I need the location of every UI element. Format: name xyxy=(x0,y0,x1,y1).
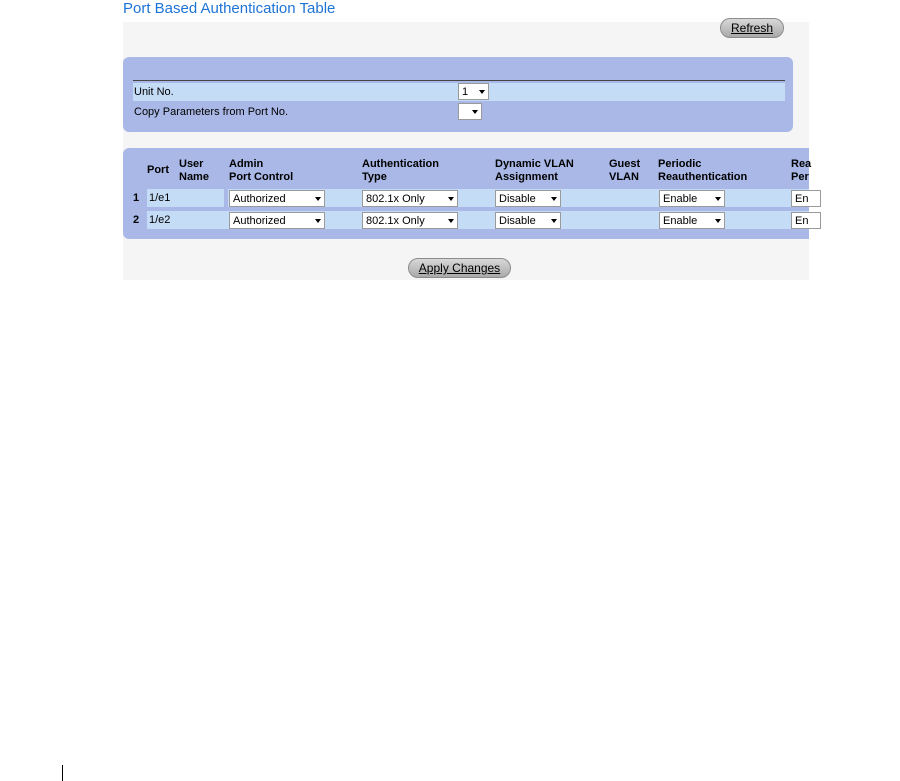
chevron-down-icon xyxy=(715,219,721,223)
auth-type-value: 802.1x Only xyxy=(366,214,425,227)
col-header-auth-1: Authentication xyxy=(362,158,439,170)
reauth-period-select[interactable] xyxy=(791,212,821,229)
unit-label: Unit No. xyxy=(134,86,174,98)
unit-panel xyxy=(123,57,793,132)
col-header-reauth-1: Rea xyxy=(791,158,812,170)
dynamic-vlan-value: Disable xyxy=(499,192,536,205)
chevron-down-icon xyxy=(479,90,485,94)
col-header-admin-1: Admin xyxy=(229,158,264,170)
chevron-down-icon xyxy=(448,197,454,201)
col-header-auth-2: Type xyxy=(362,171,387,183)
admin-port-control-value: Authorized xyxy=(233,214,286,227)
chevron-down-icon xyxy=(315,219,321,223)
auth-type-value: 802.1x Only xyxy=(366,192,425,205)
periodic-reauth-value: Enable xyxy=(663,214,698,227)
reauth-period-value: En xyxy=(795,214,809,227)
chevron-down-icon xyxy=(551,219,557,223)
dynamic-vlan-value: Disable xyxy=(499,214,536,227)
dynamic-vlan-select[interactable] xyxy=(495,190,561,207)
chevron-down-icon xyxy=(551,197,557,201)
auth-type-select[interactable] xyxy=(362,190,458,207)
chevron-down-icon xyxy=(315,197,321,201)
copy-port-select[interactable] xyxy=(458,103,482,120)
col-header-user-name-1: User xyxy=(179,158,204,170)
col-header-guest-2: VLAN xyxy=(609,171,639,183)
divider xyxy=(133,80,785,81)
col-header-guest-1: Guest xyxy=(609,158,641,170)
admin-port-control-value: Authorized xyxy=(233,192,286,205)
port-cell: 1/e2 xyxy=(149,214,171,226)
page-title: Port Based Authentication Table xyxy=(123,0,336,17)
dynamic-vlan-select[interactable] xyxy=(495,212,561,229)
col-header-periodic-1: Periodic xyxy=(658,158,702,170)
col-header-user-name-2: Name xyxy=(179,171,209,183)
chevron-down-icon xyxy=(472,110,478,114)
margin-line xyxy=(62,765,63,781)
cell-gap xyxy=(224,189,228,207)
admin-port-control-select[interactable] xyxy=(229,190,325,207)
refresh-button[interactable]: Refresh xyxy=(720,18,784,38)
periodic-reauth-select[interactable] xyxy=(659,212,725,229)
unit-select[interactable] xyxy=(458,83,489,100)
copy-params-label: Copy Parameters from Port No. xyxy=(134,106,289,118)
port-cell: 1/e1 xyxy=(149,192,171,204)
admin-port-control-select[interactable] xyxy=(229,212,325,229)
col-header-dvlan-1: Dynamic VLAN xyxy=(495,158,574,170)
col-header-dvlan-2: Assignment xyxy=(495,171,558,183)
col-header-periodic-2: Reauthentication xyxy=(658,171,748,183)
reauth-period-select[interactable] xyxy=(791,190,821,207)
row-index: 2 xyxy=(133,214,140,226)
col-header-port: Port xyxy=(147,164,169,176)
auth-type-select[interactable] xyxy=(362,212,458,229)
col-header-reauth-2: Per xyxy=(791,171,809,183)
chevron-down-icon xyxy=(448,219,454,223)
auth-table xyxy=(123,148,812,239)
reauth-period-value: En xyxy=(795,192,809,205)
unit-select-value: 1 xyxy=(462,85,469,98)
row-index: 1 xyxy=(133,192,140,204)
periodic-reauth-value: Enable xyxy=(663,192,698,205)
unit-row xyxy=(133,83,785,101)
apply-changes-button[interactable]: Apply Changes xyxy=(408,258,511,278)
chevron-down-icon xyxy=(715,197,721,201)
content-area xyxy=(123,21,812,280)
col-header-admin-2: Port Control xyxy=(229,171,294,183)
copy-params-row xyxy=(133,103,785,121)
periodic-reauth-select[interactable] xyxy=(659,190,725,207)
